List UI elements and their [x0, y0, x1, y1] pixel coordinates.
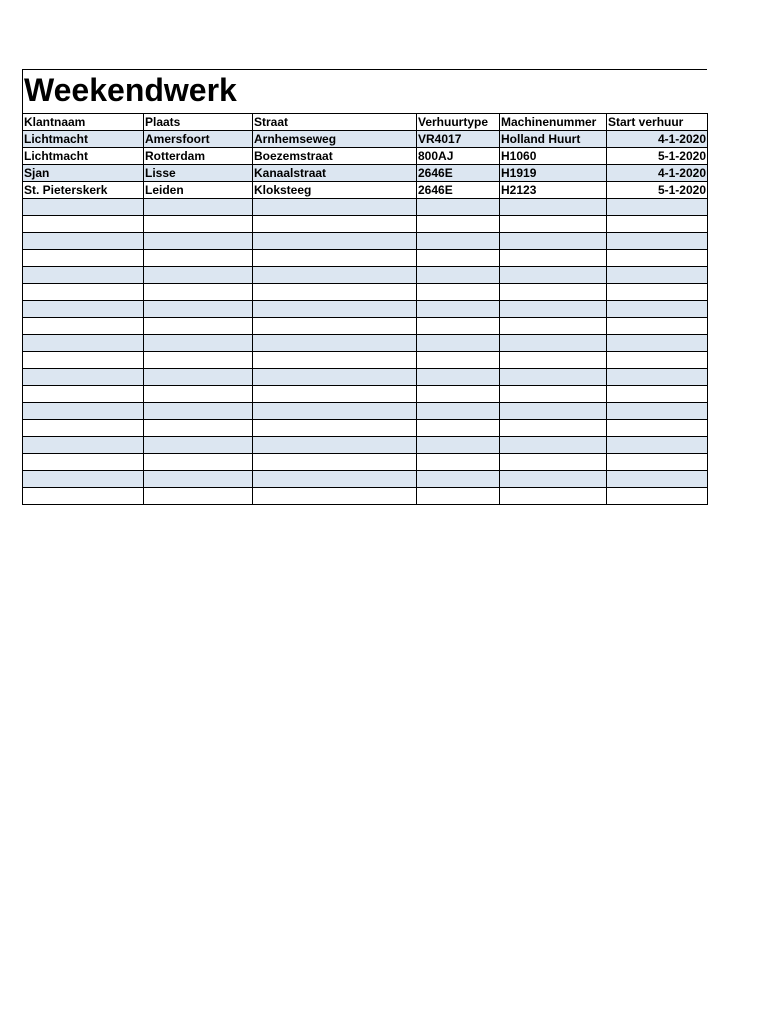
cell-straat[interactable]: [253, 369, 417, 386]
cell-straat[interactable]: Boezemstraat: [253, 148, 417, 165]
header-straat[interactable]: Straat: [253, 114, 417, 131]
cell-start-verhuur[interactable]: [607, 233, 708, 250]
cell-machinenummer[interactable]: [500, 420, 607, 437]
table-row: [23, 267, 708, 284]
cell-verhuurtype[interactable]: [417, 267, 500, 284]
cell-klantnaam[interactable]: [23, 250, 144, 267]
cell-machinenummer[interactable]: [500, 369, 607, 386]
cell-verhuurtype[interactable]: [417, 250, 500, 267]
cell-machinenummer[interactable]: [500, 403, 607, 420]
cell-verhuurtype[interactable]: [417, 369, 500, 386]
cell-straat[interactable]: [253, 284, 417, 301]
cell-straat[interactable]: [253, 216, 417, 233]
cell-plaats[interactable]: [144, 318, 253, 335]
cell-straat[interactable]: [253, 471, 417, 488]
cell-verhuurtype[interactable]: [417, 471, 500, 488]
cell-start-verhuur[interactable]: [607, 301, 708, 318]
cell-plaats[interactable]: [144, 233, 253, 250]
cell-start-verhuur[interactable]: [607, 437, 708, 454]
cell-verhuurtype[interactable]: [417, 301, 500, 318]
cell-plaats[interactable]: [144, 352, 253, 369]
table-row: [23, 488, 708, 505]
cell-klantnaam[interactable]: [23, 403, 144, 420]
cell-verhuurtype[interactable]: VR4017: [417, 131, 500, 148]
cell-straat[interactable]: [253, 233, 417, 250]
cell-start-verhuur[interactable]: 4-1-2020: [607, 131, 708, 148]
cell-klantnaam[interactable]: [23, 420, 144, 437]
header-machinenummer[interactable]: Machinenummer: [500, 114, 607, 131]
cell-straat[interactable]: [253, 403, 417, 420]
cell-start-verhuur[interactable]: 5-1-2020: [607, 182, 708, 199]
cell-plaats[interactable]: [144, 454, 253, 471]
cell-machinenummer[interactable]: [500, 454, 607, 471]
table-row: [23, 352, 708, 369]
table-row: [23, 182, 708, 199]
cell-plaats[interactable]: Leiden: [144, 182, 253, 199]
cell-machinenummer[interactable]: [500, 216, 607, 233]
cell-verhuurtype[interactable]: [417, 403, 500, 420]
cell-start-verhuur[interactable]: [607, 267, 708, 284]
cell-start-verhuur[interactable]: [607, 216, 708, 233]
cell-straat[interactable]: [253, 352, 417, 369]
header-plaats[interactable]: Plaats: [144, 114, 253, 131]
cell-klantnaam[interactable]: [23, 369, 144, 386]
cell-straat[interactable]: [253, 267, 417, 284]
cell-machinenummer[interactable]: H1919: [500, 165, 607, 182]
table-row: [23, 148, 708, 165]
cell-start-verhuur[interactable]: [607, 488, 708, 505]
table-row: [23, 233, 708, 250]
cell-straat[interactable]: [253, 454, 417, 471]
cell-verhuurtype[interactable]: [417, 284, 500, 301]
cell-straat[interactable]: [253, 386, 417, 403]
cell-verhuurtype[interactable]: [417, 318, 500, 335]
cell-machinenummer[interactable]: [500, 318, 607, 335]
cell-straat[interactable]: Arnhemseweg: [253, 131, 417, 148]
spreadsheet: [22, 69, 707, 505]
cell-verhuurtype[interactable]: [417, 488, 500, 505]
cell-verhuurtype[interactable]: 800AJ: [417, 148, 500, 165]
cell-start-verhuur[interactable]: [607, 403, 708, 420]
cell-plaats[interactable]: [144, 301, 253, 318]
cell-verhuurtype[interactable]: [417, 233, 500, 250]
cell-machinenummer[interactable]: [500, 488, 607, 505]
cell-machinenummer[interactable]: [500, 267, 607, 284]
cell-straat[interactable]: Kanaalstraat: [253, 165, 417, 182]
cell-klantnaam[interactable]: [23, 386, 144, 403]
cell-machinenummer[interactable]: H2123: [500, 182, 607, 199]
cell-straat[interactable]: [253, 335, 417, 352]
cell-verhuurtype[interactable]: [417, 335, 500, 352]
cell-verhuurtype[interactable]: [417, 437, 500, 454]
cell-straat[interactable]: Kloksteeg: [253, 182, 417, 199]
table-row: [23, 318, 708, 335]
cell-plaats[interactable]: [144, 471, 253, 488]
cell-verhuurtype[interactable]: [417, 420, 500, 437]
cell-straat[interactable]: [253, 437, 417, 454]
cell-klantnaam[interactable]: Lichtmacht: [23, 148, 144, 165]
cell-start-verhuur[interactable]: [607, 199, 708, 216]
cell-plaats[interactable]: [144, 369, 253, 386]
table-row: [23, 403, 708, 420]
table-row: [23, 386, 708, 403]
cell-start-verhuur[interactable]: [607, 335, 708, 352]
header-row: [23, 114, 708, 131]
cell-straat[interactable]: [253, 488, 417, 505]
cell-machinenummer[interactable]: H1060: [500, 148, 607, 165]
cell-klantnaam[interactable]: St. Pieterskerk: [23, 182, 144, 199]
cell-start-verhuur[interactable]: 5-1-2020: [607, 148, 708, 165]
cell-start-verhuur[interactable]: [607, 318, 708, 335]
cell-start-verhuur[interactable]: [607, 284, 708, 301]
table-row: [23, 301, 708, 318]
cell-klantnaam[interactable]: [23, 199, 144, 216]
cell-start-verhuur[interactable]: 4-1-2020: [607, 165, 708, 182]
cell-plaats[interactable]: Rotterdam: [144, 148, 253, 165]
cell-start-verhuur[interactable]: [607, 471, 708, 488]
cell-plaats[interactable]: [144, 216, 253, 233]
table-row: [23, 216, 708, 233]
cell-plaats[interactable]: [144, 488, 253, 505]
cell-verhuurtype[interactable]: 2646E: [417, 182, 500, 199]
header-klantnaam[interactable]: Klantnaam: [23, 114, 144, 131]
cell-straat[interactable]: [253, 420, 417, 437]
cell-machinenummer[interactable]: [500, 233, 607, 250]
cell-klantnaam[interactable]: [23, 471, 144, 488]
table-row: [23, 250, 708, 267]
table-row: [23, 199, 708, 216]
cell-machinenummer[interactable]: [500, 471, 607, 488]
sheet-title: Weekendwerk: [24, 72, 237, 108]
cell-machinenummer[interactable]: [500, 352, 607, 369]
table-row: [23, 165, 708, 182]
cell-klantnaam[interactable]: [23, 454, 144, 471]
cell-machinenummer[interactable]: [500, 301, 607, 318]
cell-plaats[interactable]: Amersfoort: [144, 131, 253, 148]
cell-machinenummer[interactable]: Holland Huurt: [500, 131, 607, 148]
cell-start-verhuur[interactable]: [607, 386, 708, 403]
cell-start-verhuur[interactable]: [607, 250, 708, 267]
cell-klantnaam[interactable]: [23, 301, 144, 318]
table-row: [23, 335, 708, 352]
cell-klantnaam[interactable]: [23, 318, 144, 335]
cell-verhuurtype[interactable]: [417, 454, 500, 471]
table-row: [23, 131, 708, 148]
cell-straat[interactable]: [253, 199, 417, 216]
cell-start-verhuur[interactable]: [607, 454, 708, 471]
cell-verhuurtype[interactable]: [417, 386, 500, 403]
table-body: [23, 131, 708, 505]
cell-straat[interactable]: [253, 318, 417, 335]
cell-plaats[interactable]: [144, 420, 253, 437]
cell-klantnaam[interactable]: [23, 216, 144, 233]
cell-klantnaam[interactable]: [23, 437, 144, 454]
cell-klantnaam[interactable]: [23, 335, 144, 352]
cell-machinenummer[interactable]: [500, 284, 607, 301]
header-verhuurtype[interactable]: Verhuurtype: [417, 114, 500, 131]
cell-plaats[interactable]: [144, 335, 253, 352]
cell-klantnaam[interactable]: [23, 488, 144, 505]
cell-start-verhuur[interactable]: [607, 420, 708, 437]
cell-verhuurtype[interactable]: [417, 352, 500, 369]
cell-klantnaam[interactable]: [23, 233, 144, 250]
cell-plaats[interactable]: [144, 199, 253, 216]
cell-start-verhuur[interactable]: [607, 369, 708, 386]
cell-machinenummer[interactable]: [500, 335, 607, 352]
table-row: [23, 454, 708, 471]
cell-verhuurtype[interactable]: [417, 216, 500, 233]
table-row: [23, 284, 708, 301]
table-row: [23, 369, 708, 386]
cell-plaats[interactable]: [144, 386, 253, 403]
cell-plaats[interactable]: [144, 284, 253, 301]
cell-machinenummer[interactable]: [500, 437, 607, 454]
table-row: [23, 471, 708, 488]
cell-machinenummer[interactable]: [500, 250, 607, 267]
title-row: [22, 69, 707, 113]
header-start-verhuur[interactable]: Start verhuur: [607, 114, 708, 131]
cell-straat[interactable]: [253, 301, 417, 318]
cell-plaats[interactable]: [144, 267, 253, 284]
cell-machinenummer[interactable]: [500, 386, 607, 403]
cell-verhuurtype[interactable]: [417, 199, 500, 216]
cell-plaats[interactable]: [144, 437, 253, 454]
cell-klantnaam[interactable]: [23, 284, 144, 301]
table-row: [23, 420, 708, 437]
cell-straat[interactable]: [253, 250, 417, 267]
table-row: [23, 437, 708, 454]
cell-machinenummer[interactable]: [500, 199, 607, 216]
cell-klantnaam[interactable]: [23, 352, 144, 369]
cell-plaats[interactable]: [144, 403, 253, 420]
cell-klantnaam[interactable]: Sjan: [23, 165, 144, 182]
cell-verhuurtype[interactable]: 2646E: [417, 165, 500, 182]
cell-plaats[interactable]: [144, 250, 253, 267]
cell-klantnaam[interactable]: Lichtmacht: [23, 131, 144, 148]
cell-klantnaam[interactable]: [23, 267, 144, 284]
cell-start-verhuur[interactable]: [607, 352, 708, 369]
cell-plaats[interactable]: Lisse: [144, 165, 253, 182]
rental-table: [22, 113, 708, 505]
